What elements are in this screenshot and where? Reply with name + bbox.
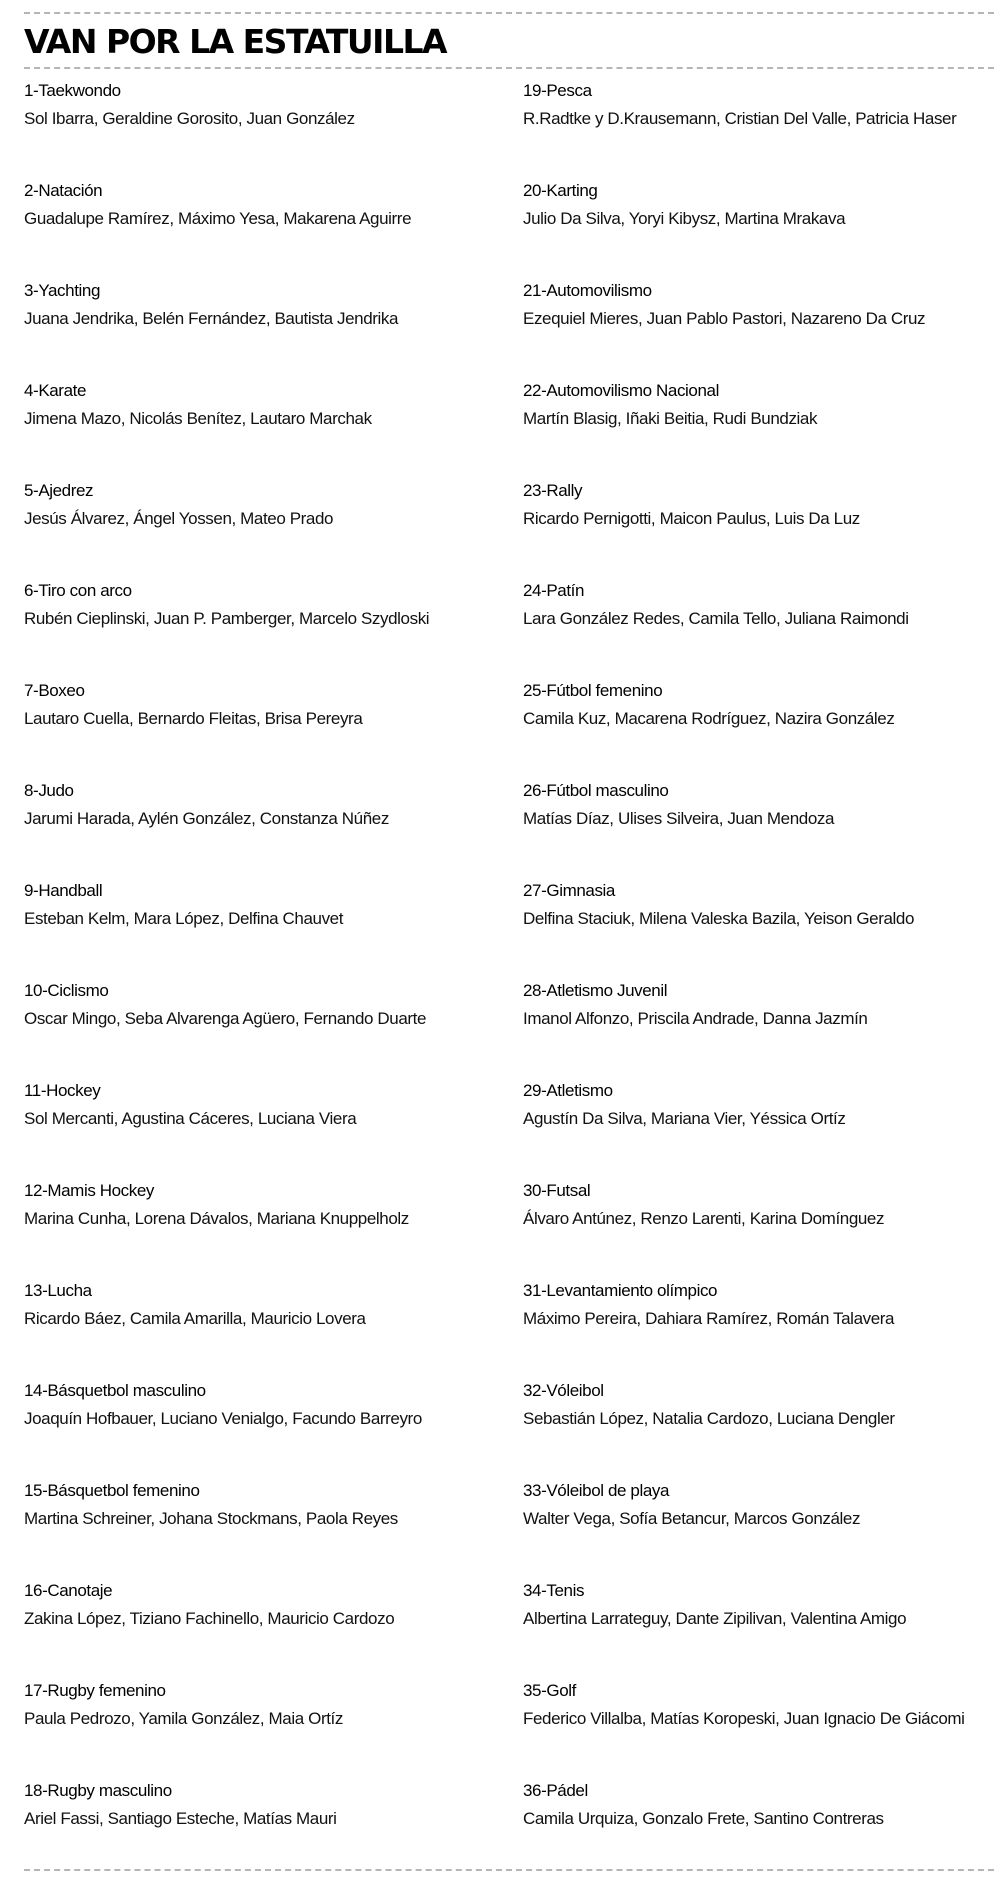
athlete-names: Camila Kuz, Macarena Rodríguez, Nazira González xyxy=(523,709,895,728)
athlete-names: Ricardo Báez, Camila Amarilla, Mauricio Lovera xyxy=(24,1309,366,1328)
sport-entry xyxy=(523,1480,1000,1580)
sport-entry xyxy=(523,80,1000,180)
athlete-names: Matías Díaz, Ulises Silveira, Juan Mendoza xyxy=(523,809,835,828)
sport-entry xyxy=(523,480,1000,580)
sport-entry xyxy=(24,580,504,680)
sport-entry xyxy=(523,780,1000,880)
sport-entry xyxy=(24,1180,504,1280)
athlete-names: Walter Vega, Sofía Betancur, Marcos González xyxy=(523,1509,861,1528)
athlete-names: Ariel Fassi, Santiago Esteche, Matías Mauri xyxy=(24,1809,337,1828)
sport-entry xyxy=(24,80,504,180)
athlete-names: Joaquín Hofbauer, Luciano Venialgo, Facundo Barreyro xyxy=(24,1409,422,1428)
sport-name: 23-Rally xyxy=(523,481,583,500)
sport-name: 16-Canotaje xyxy=(24,1581,113,1600)
sport-name: 17-Rugby femenino xyxy=(24,1681,166,1700)
athlete-names: Delfina Staciuk, Milena Valeska Bazila, Yeison Geraldo xyxy=(523,909,915,928)
sport-name: 27-Gimnasia xyxy=(523,881,615,900)
athlete-names: Jarumi Harada, Aylén González, Constanza Núñez xyxy=(24,809,389,828)
sport-entry xyxy=(523,680,1000,780)
sport-entry xyxy=(523,1580,1000,1680)
athlete-names: Sebastián López, Natalia Cardozo, Luciana Dengler xyxy=(523,1409,895,1428)
sport-entry xyxy=(24,780,504,880)
bottom-divider xyxy=(24,1869,994,1871)
left-column xyxy=(24,80,504,1880)
athlete-names: Rubén Cieplinski, Juan P. Pamberger, Marcelo Szydloski xyxy=(24,609,430,628)
sport-entry xyxy=(523,1680,1000,1780)
sport-entry xyxy=(523,1180,1000,1280)
sport-name: 32-Vóleibol xyxy=(523,1381,604,1400)
athlete-names: Esteban Kelm, Mara López, Delfina Chauvet xyxy=(24,909,344,928)
athlete-names: Juana Jendrika, Belén Fernández, Bautista Jendrika xyxy=(24,309,399,328)
athlete-names: Lautaro Cuella, Bernardo Fleitas, Brisa Pereyra xyxy=(24,709,363,728)
athlete-names: Federico Villalba, Matías Koropeski, Juan Ignacio De Giácomi xyxy=(523,1709,965,1728)
sport-name: 29-Atletismo xyxy=(523,1081,613,1100)
sport-entry xyxy=(523,580,1000,680)
athlete-names: Jesús Álvarez, Ángel Yossen, Mateo Prado xyxy=(24,509,334,528)
athlete-names: Álvaro Antúnez, Renzo Larenti, Karina Domínguez xyxy=(523,1209,885,1228)
athlete-names: Sol Mercanti, Agustina Cáceres, Luciana Viera xyxy=(24,1109,357,1128)
athlete-names: Martín Blasig, Iñaki Beitia, Rudi Bundziak xyxy=(523,409,818,428)
sport-name: 3-Yachting xyxy=(24,281,101,300)
athlete-names: Imanol Alfonzo, Priscila Andrade, Danna Jazmín xyxy=(523,1009,868,1028)
sport-name: 30-Futsal xyxy=(523,1181,591,1200)
athlete-names: Martina Schreiner, Johana Stockmans, Paola Reyes xyxy=(24,1509,398,1528)
sport-entry xyxy=(523,280,1000,380)
sport-name: 11-Hockey xyxy=(24,1081,101,1100)
sport-name: 14-Básquetbol masculino xyxy=(24,1381,206,1400)
top-divider xyxy=(24,12,994,14)
right-column xyxy=(523,80,1000,1880)
sport-name: 10-Ciclismo xyxy=(24,981,109,1000)
sport-entry xyxy=(523,1280,1000,1380)
athlete-names: Ricardo Pernigotti, Maicon Paulus, Luis Da Luz xyxy=(523,509,860,528)
athlete-names: Lara González Redes, Camila Tello, Juliana Raimondi xyxy=(523,609,909,628)
athlete-names: Zakina López, Tiziano Fachinello, Mauricio Cardozo xyxy=(24,1609,395,1628)
sport-entry xyxy=(24,1580,504,1680)
sport-name: 33-Vóleibol de playa xyxy=(523,1481,670,1500)
sport-name: 19-Pesca xyxy=(523,81,592,100)
sport-name: 6-Tiro con arco xyxy=(24,581,132,600)
athlete-names: Sol Ibarra, Geraldine Gorosito, Juan González xyxy=(24,109,355,128)
sport-name: 25-Fútbol femenino xyxy=(523,681,663,700)
athlete-names: Julio Da Silva, Yoryi Kibysz, Martina Mrakava xyxy=(523,209,846,228)
sport-entry xyxy=(24,280,504,380)
sport-name: 4-Karate xyxy=(24,381,87,400)
sport-name: 35-Golf xyxy=(523,1681,576,1700)
athlete-names: Ezequiel Mieres, Juan Pablo Pastori, Nazareno Da Cruz xyxy=(523,309,926,328)
sport-name: 21-Automovilismo xyxy=(523,281,652,300)
sport-name: 1-Taekwondo xyxy=(24,81,121,100)
sport-entry xyxy=(523,980,1000,1080)
athlete-names: Oscar Mingo, Seba Alvarenga Agüero, Fernando Duarte xyxy=(24,1009,427,1028)
athlete-names: Agustín Da Silva, Mariana Vier, Yéssica Ortíz xyxy=(523,1109,846,1128)
page-title: VAN POR LA ESTATUILLA xyxy=(24,22,447,61)
athlete-names: Máximo Pereira, Dahiara Ramírez, Román Talavera xyxy=(523,1309,895,1328)
sport-entry xyxy=(24,1280,504,1380)
sport-name: 20-Karting xyxy=(523,181,598,200)
sport-name: 15-Básquetbol femenino xyxy=(24,1481,200,1500)
sport-entry xyxy=(523,380,1000,480)
sport-name: 5-Ajedrez xyxy=(24,481,94,500)
sport-entry xyxy=(523,880,1000,980)
sport-entry xyxy=(24,180,504,280)
sport-entry xyxy=(523,1080,1000,1180)
sport-entry xyxy=(24,1480,504,1580)
sport-entry xyxy=(523,1380,1000,1480)
sport-entry xyxy=(24,880,504,980)
sport-name: 31-Levantamiento olímpico xyxy=(523,1281,718,1300)
sport-name: 2-Natación xyxy=(24,181,103,200)
sport-entry xyxy=(24,380,504,480)
sport-name: 28-Atletismo Juvenil xyxy=(523,981,668,1000)
sport-name: 36-Pádel xyxy=(523,1781,588,1800)
sport-entry xyxy=(24,480,504,580)
sport-entry xyxy=(523,180,1000,280)
athlete-names: Marina Cunha, Lorena Dávalos, Mariana Knuppelholz xyxy=(24,1209,409,1228)
sport-name: 18-Rugby masculino xyxy=(24,1781,172,1800)
athlete-names: Camila Urquiza, Gonzalo Frete, Santino Contreras xyxy=(523,1809,884,1828)
sport-entry xyxy=(24,1080,504,1180)
sport-name: 12-Mamis Hockey xyxy=(24,1181,155,1200)
sport-entry xyxy=(523,1780,1000,1880)
sport-entry xyxy=(24,1780,504,1880)
sport-name: 26-Fútbol masculino xyxy=(523,781,669,800)
athlete-names: Albertina Larrateguy, Dante Zipilivan, Valentina Amigo xyxy=(523,1609,907,1628)
athlete-names: Jimena Mazo, Nicolás Benítez, Lautaro Marchak xyxy=(24,409,372,428)
athlete-names: Paula Pedrozo, Yamila González, Maia Ortíz xyxy=(24,1709,343,1728)
sport-name: 13-Lucha xyxy=(24,1281,92,1300)
sport-entry xyxy=(24,1380,504,1480)
sport-entry xyxy=(24,680,504,780)
sport-name: 7-Boxeo xyxy=(24,681,85,700)
sport-name: 24-Patín xyxy=(523,581,585,600)
athlete-names: R.Radtke y D.Krausemann, Cristian Del Valle, Patricia Haser xyxy=(523,109,957,128)
sport-name: 34-Tenis xyxy=(523,1581,585,1600)
sport-name: 9-Handball xyxy=(24,881,103,900)
sport-name: 22-Automovilismo Nacional xyxy=(523,381,719,400)
title-divider xyxy=(24,67,994,69)
sport-name: 8-Judo xyxy=(24,781,74,800)
sport-entry xyxy=(24,1680,504,1780)
athlete-names: Guadalupe Ramírez, Máximo Yesa, Makarena Aguirre xyxy=(24,209,412,228)
sport-entry xyxy=(24,980,504,1080)
